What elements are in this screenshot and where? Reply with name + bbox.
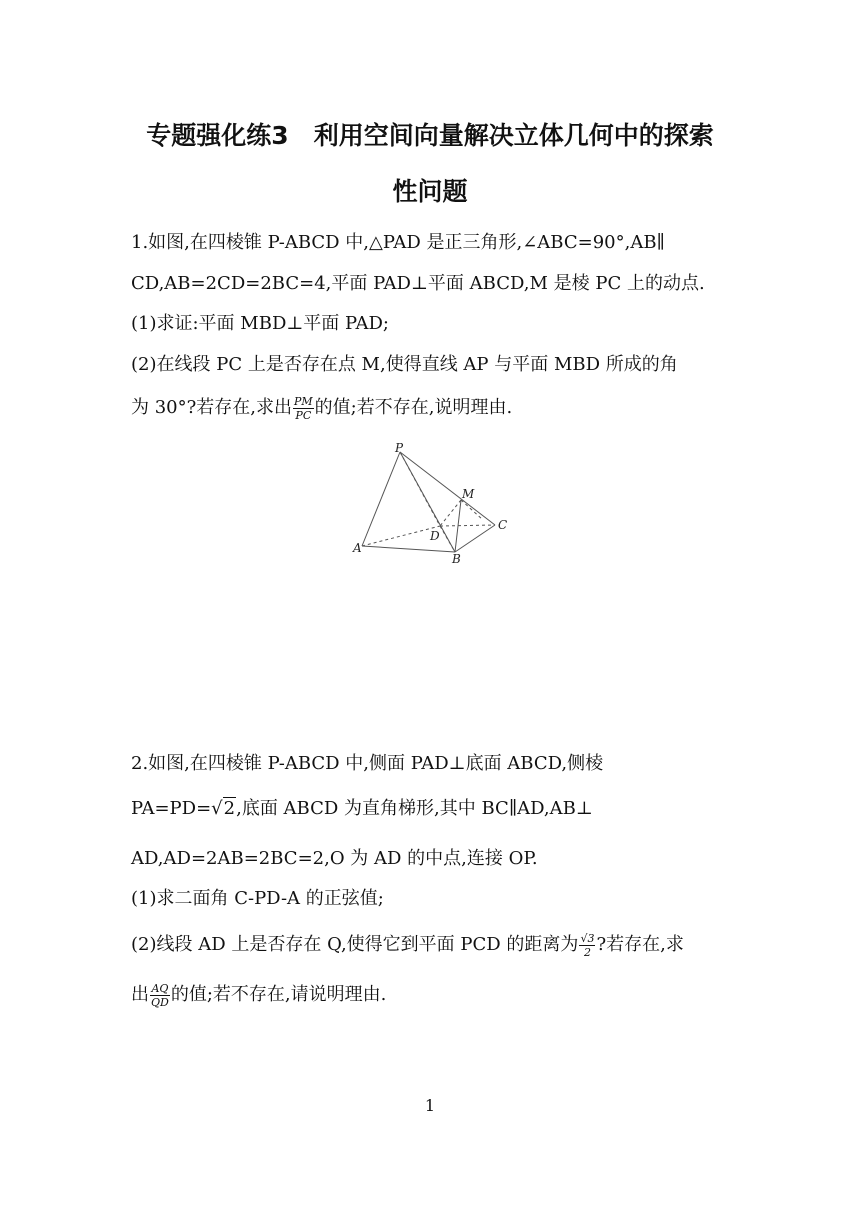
label-p: P — [395, 441, 404, 455]
label-c: C — [498, 518, 508, 532]
edge-pd — [400, 452, 440, 526]
problem2-part2-text-b: ?若存在,求 — [596, 934, 684, 955]
edge-md — [440, 500, 461, 526]
edge-dc — [440, 525, 495, 526]
edge-bc — [455, 525, 495, 552]
problem2-line2-text-b: ,底面 ABCD 为直角梯形,其中 BC∥AD,AB⊥ — [236, 798, 593, 819]
frac-numerator: AQ — [151, 981, 169, 995]
problem2-part2-line2 — [131, 980, 386, 1009]
page-number: 1 — [424, 1096, 436, 1115]
problem1-statement-line2: CD,AB=2CD=2BC=4,平面 PAD⊥平面 ABCD,M 是棱 PC 上的动点. — [131, 273, 705, 294]
problem1-statement-line1: 1.如图,在四棱锥 P-ABCD 中,△PAD 是正三角形,∠ABC=90°,AB∥ — [131, 232, 665, 253]
problem1-part1: (1)求证:平面 MBD⊥平面 PAD; — [131, 313, 389, 334]
frac-denominator: 2 — [583, 945, 591, 959]
label-m: M — [462, 487, 475, 501]
label-b: B — [452, 552, 461, 565]
problem2-part2-text-d: 的值;若不存在,请说明理由. — [170, 984, 387, 1005]
label-a: A — [353, 541, 362, 555]
problem2-statement-line1: 2.如图,在四棱锥 P-ABCD 中,侧面 PAD⊥底面 ABCD,侧棱 — [131, 753, 604, 774]
frac-numerator: PM — [294, 394, 313, 408]
frac-denominator: PC — [295, 408, 312, 422]
problem2-part2-line1 — [131, 930, 684, 959]
problem1-part2-text-a: 为 30°?若存在,求出 — [131, 397, 292, 418]
sqrt-two — [211, 798, 236, 819]
sqrt-radicand: 2 — [223, 798, 236, 819]
problem2-part1: (1)求二面角 C-PD-A 的正弦值; — [131, 888, 384, 909]
edge-mc-aux — [461, 500, 483, 520]
ratio-pm-pc — [293, 395, 314, 422]
problem2-statement-line3: AD,AD=2AB=2BC=2,O 为 AD 的中点,连接 OP. — [131, 848, 538, 869]
problem1-part2-text-b: 的值;若不存在,说明理由. — [314, 397, 513, 418]
frac-denominator: QD — [151, 995, 169, 1009]
page-title-continued: 性问题 — [392, 177, 468, 206]
problem1-part2-line1: (2)在线段 PC 上是否存在点 M,使得直线 AP 与平面 MBD 所成的角 — [131, 354, 678, 375]
edge-pc — [400, 452, 495, 525]
problem2-part2-text-a: (2)线段 AD 上是否存在 Q,使得它到平面 PCD 的距离为 — [131, 934, 579, 955]
edge-ab — [362, 546, 455, 552]
pyramid-figure — [350, 440, 520, 565]
problem2-statement-line2 — [131, 794, 593, 820]
problem2-part2-text-c: 出 — [131, 984, 149, 1005]
ratio-aq-qd — [150, 982, 170, 1009]
frac-numerator: √3 — [580, 931, 595, 945]
page-title: 专题强化练3 利用空间向量解决立体几何中的探索 — [146, 121, 714, 150]
problem2-line2-text-a: PA=PD= — [131, 798, 212, 819]
label-d: D — [430, 529, 440, 543]
edge-ad — [362, 526, 440, 546]
edge-pa — [362, 452, 400, 546]
problem1-part2-line2 — [131, 393, 512, 422]
sqrt-sign: √ — [211, 798, 223, 819]
ratio-sqrt3-over-2 — [579, 932, 595, 959]
